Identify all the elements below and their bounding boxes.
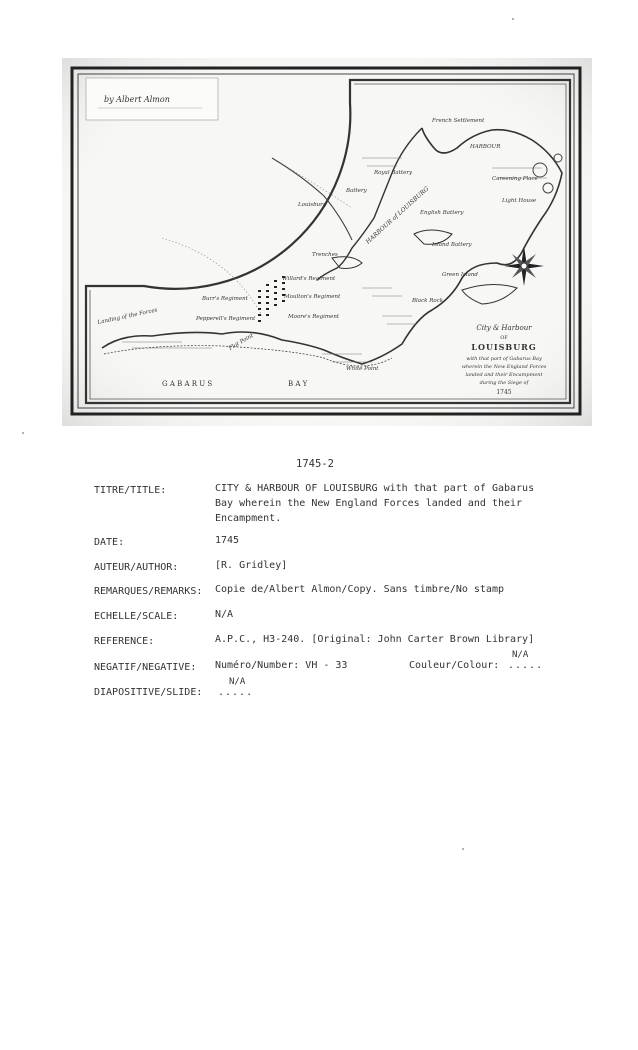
label-royal-battery: Royal Battery	[374, 170, 413, 176]
label-island-battery: Island Battery	[432, 242, 472, 248]
label-bay: B A Y	[288, 380, 308, 388]
label-flat-point: Flat Point	[228, 332, 255, 352]
label-careening-place: Careening Place	[492, 176, 538, 182]
slide-label: DIAPOSITIVE/SLIDE:	[94, 687, 203, 698]
label-peppereells: Pepperell's Regiment	[196, 316, 256, 322]
svg-text:by Albert Almon: by Albert Almon	[104, 95, 170, 104]
svg-text:City & Harbour: City & Harbour	[476, 324, 532, 332]
reference-label: REFERENCE:	[94, 636, 155, 647]
label-harbour-louisburg: HARBOUR of LOUISBURG	[364, 185, 431, 246]
label-grand-battery: Battery	[346, 188, 367, 194]
scan-speck	[462, 848, 464, 850]
scale-label: ECHELLE/SCALE:	[94, 611, 179, 622]
negative-number: Numéro/Number: VH - 33	[215, 660, 348, 671]
remarks-value: Copie de/Albert Almon/Copy. Sans timbre/No stamp	[215, 584, 504, 595]
label-green-island: Green Island	[442, 272, 478, 278]
scan-speck	[512, 18, 514, 20]
slide-na: N/A	[229, 677, 246, 687]
svg-text:OF: OF	[500, 335, 508, 341]
label-moores: Moore's Regiment	[288, 314, 340, 320]
colour-dots: .....	[508, 660, 544, 671]
label-white-point: White Point	[346, 366, 379, 372]
label-light-house: Light House	[502, 198, 537, 204]
colour-label: Couleur/Colour:	[409, 660, 500, 671]
svg-text:LOUISBURG: LOUISBURG	[471, 342, 537, 352]
author-label: AUTEUR/AUTHOR:	[94, 562, 179, 573]
catalog-number: 1745-2	[296, 458, 334, 470]
remarks-label: REMARQUES/REMARKS:	[94, 586, 203, 597]
negative-label: NEGATIF/NEGATIVE:	[94, 662, 197, 673]
label-louisburg: Louisburg	[298, 202, 327, 208]
label-french-settlement: French Settlement	[432, 118, 485, 124]
date-label: DATE:	[94, 537, 125, 548]
svg-text:during the Siege of: during the Siege of	[479, 380, 529, 386]
date-value: 1745	[215, 535, 240, 546]
scan-speck	[22, 432, 24, 434]
label-willards: Willard's Regiment	[282, 276, 336, 282]
label-moultons: Moulton's Regiment	[284, 294, 341, 300]
label-trenches: Trenches	[312, 252, 338, 258]
slide-dots: .....	[218, 687, 254, 698]
label-english-battery: English Battery	[420, 210, 464, 216]
scale-value: N/A	[215, 609, 234, 620]
label-gabarus: G A B A R U S	[162, 380, 213, 388]
author-value: [R. Gridley]	[215, 560, 288, 571]
title-label: TITRE/TITLE:	[94, 485, 167, 496]
svg-text:with that part of Gabarus Bay: with that part of Gabarus Bay	[466, 356, 542, 362]
svg-text:1745: 1745	[496, 389, 512, 396]
reference-value: A.P.C., H3-240. [Original: John Carter Brown Library]	[215, 634, 535, 645]
label-ne-harbour: HARBOUR	[470, 144, 501, 150]
svg-text:landed and their Encampment: landed and their Encampment	[465, 372, 543, 378]
label-black-rock: Black Rock	[412, 298, 444, 304]
label-burrs: Burr's Regiment	[202, 296, 248, 302]
label-landing: Landing of the Forces	[97, 307, 159, 326]
svg-text:wherein the New England Forces: wherein the New England Forces	[461, 364, 547, 370]
colour-na: N/A	[512, 650, 529, 660]
title-value: CITY & HARBOUR OF LOUISBURG with that part of Gabarus Bay wherein the New England Forces landed and their Encampment.	[215, 483, 535, 524]
